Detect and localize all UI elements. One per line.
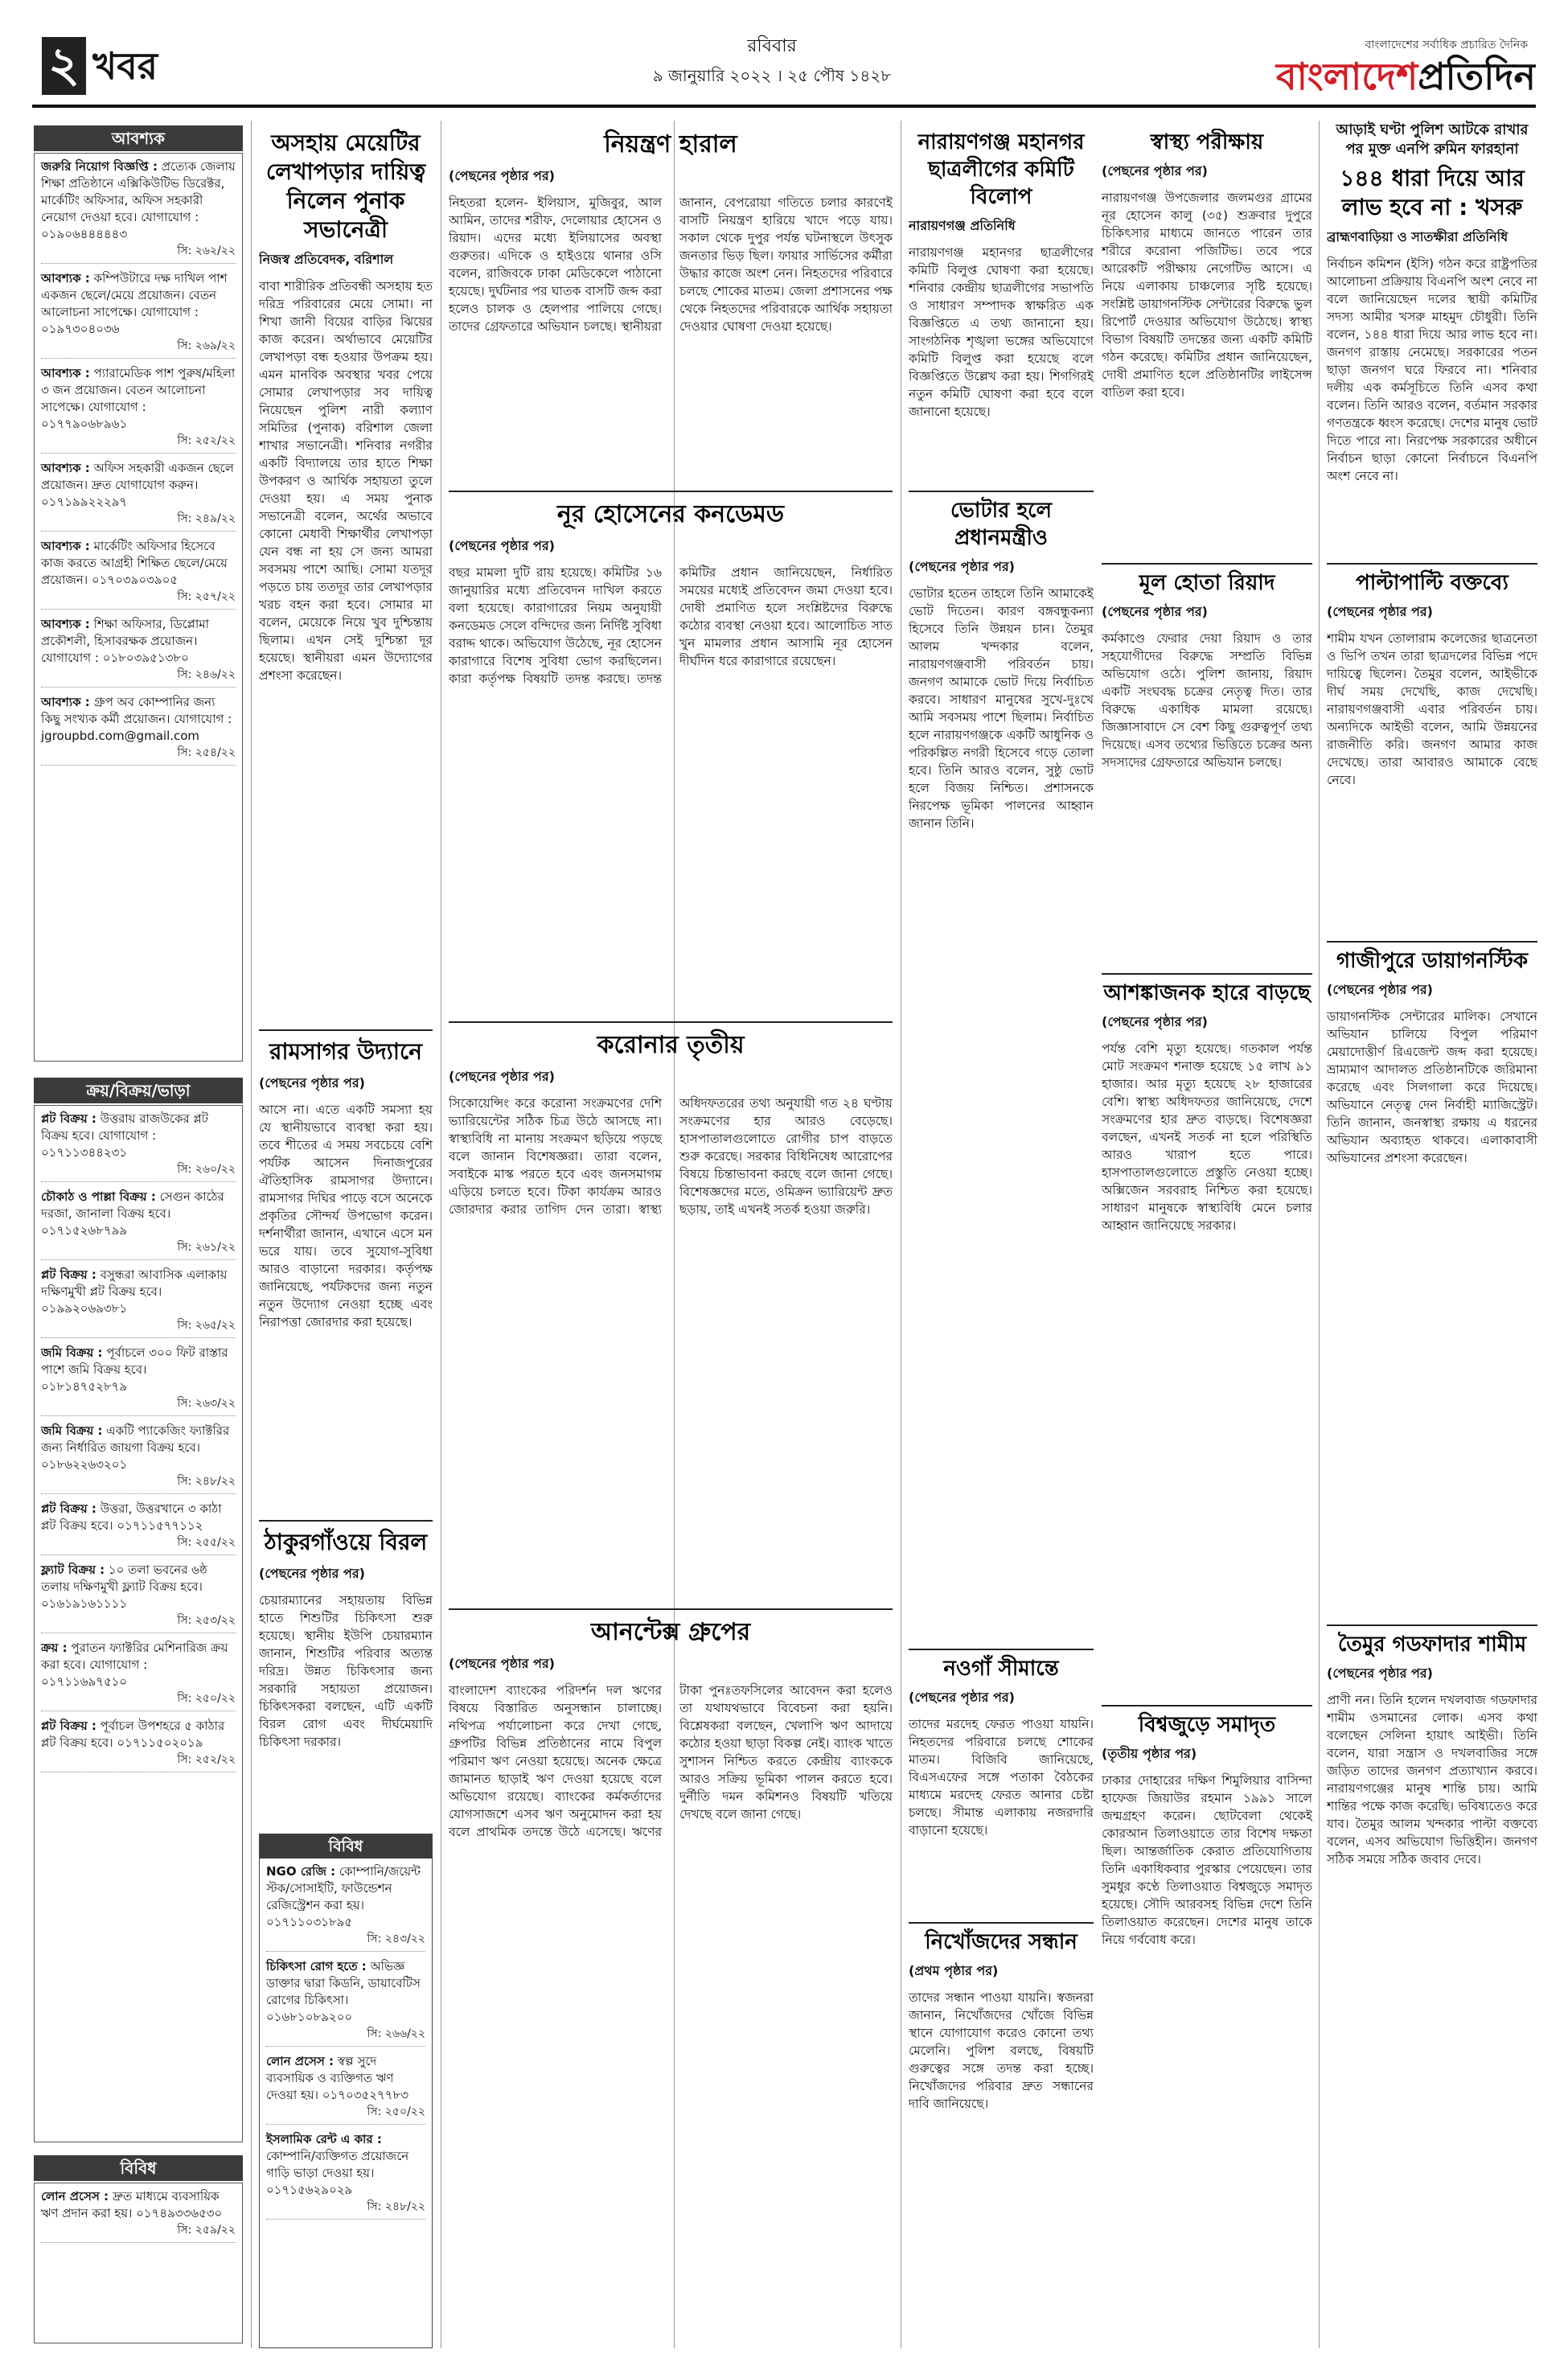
article-bishwa xyxy=(1102,1705,1312,2348)
article-headline: আশঙ্কাজনক হারে বাড়ছে xyxy=(1103,981,1311,1005)
article-byline: ব্রাহ্মণবাড়িয়া ও সাতক্ষীরা প্রতিনিধি xyxy=(1327,229,1508,244)
article-headline: ঠাকুরগাঁওয়ে বিরল xyxy=(264,1529,428,1555)
article-taimur xyxy=(1327,1624,1537,2348)
article-byline: (পেছনের পৃষ্ঠার পর) xyxy=(909,1690,1015,1705)
article-body: ভোটার হতেন তাহলে তিনি আমাকেই ভোট দিতেন। কারণ বঙ্গবন্ধুকন্যা হিসেবে তিনি উন্নয়ন চান। তৈমুর আলম খন্দকার বলেন, নারায়ণগঞ্জবাসী পরিবর্তন চায়। জনগণ আমাকে ভোট দিয়ে নির্বাচিত করবে। সাধারণ মানুষের সুখে-দুঃখে আমি সবসময় পাশে ছিলাম। নির্বাচিত হলে নারায়ণগঞ্জকে একটি আধুনিক ও পরিকল্পিত নগরী হিসেবে গড়ে তোলা হবে। তিনি আরও বলেন, সুষ্ঠু ভোট হলে বিজয় নিশ্চিত। প্রশাসনকে নিরপেক্ষ ভূমিকা পালনের আহ্বান জানান তিনি। xyxy=(909,586,1094,831)
article-body: শামীম যখন তোলারাম কলেজের ছাত্রনেতা ও ভিপি তখন তারা ছাত্রদলের বিভিন্ন পদে দায়িত্বে ছিলেন। তৈমুর বলেন, আইভীকে দীর্ঘ সময় দেখেছি, কাজ দেখেছি। নারায়ণগঞ্জবাসী এবার পরিবর্তন চায়। অন্যদিকে আইভী বলেন, আমি উন্নয়নের রাজনীতি করি। জনগণ আমার কাজ দেখেছে। তারা আবারও আমাকে বেছে নেবে। xyxy=(1327,631,1537,787)
header-day: রবিবার xyxy=(747,36,797,56)
article-byline: (পেছনের পৃষ্ঠার পর) xyxy=(259,1566,365,1581)
article-body: পর্যন্ত বেশি মৃত্যু হয়েছে। গতকাল পর্যন্ত মোট সংক্রমণ শনাক্ত হয়েছে ১৫ লাখ ৯১ হাজার। আর মৃত্যু হয়েছে ২৮ হাজারের বেশি। স্বাস্থ্য অধিদফতর জানিয়েছে, দেশে সংক্রমণের হার দ্রুত বাড়ছে। বিশেষজ্ঞরা বলছেন, এখনই সতর্ক না হলে পরিস্থিতি আরও খারাপ হতে পারে। হাসপাতালগুলোতে প্রস্তুতি নেওয়া হচ্ছে। অক্সিজেন সরবরাহ নিশ্চিত করা হয়েছে। সাধারণ মানুষকে স্বাস্থ্যবিধি মেনে চলার আহ্বান জানিয়েছে সরকার। xyxy=(1102,1041,1312,1233)
article-headline: রামসাগর উদ্যানে xyxy=(269,1038,422,1065)
classified-list xyxy=(34,2183,243,2343)
column-divider xyxy=(251,121,252,2348)
classified-ad: জরুরি নিয়োগ বিজ্ঞপ্তি : প্রত্যেক জেলায় শিক্ষা প্রতিষ্ঠানে এক্সিকিউটিভ ডিরেক্টর, মার্কেটিং অফিসার, অফিস সহকারী নেয়োগ দেওয়া হবে। যোগাযোগ : ০১৯০৬৪৪৪৪৪৩ সি: ২৬২/২২ xyxy=(41,158,236,264)
classified-ad: ইসলামিক রেন্ট এ কার : কোম্পানি/ব্যক্তিগত প্রয়োজনে গাড়ি ভাড়া দেওয়া হয়। ০১৭১৫৬২৯০২৯ সি: ২৪৮/২২ xyxy=(266,2131,425,2220)
article-headline: মূল হোতা রিয়াদ xyxy=(1139,571,1275,595)
article-kicker: আড়াই ঘণ্টা পুলিশ আটকে রাখার পর মুক্ত এনপি রুমিন ফারহানা xyxy=(1336,121,1529,158)
article-byline: (পেছনের পৃষ্ঠার পর) xyxy=(1327,982,1433,997)
article-headline: অসহায় মেয়েটির লেখাপড়ার দায়িত্ব নিলেন পুনাক সভানেত্রী xyxy=(265,129,426,243)
article-noor xyxy=(449,491,893,852)
article-uno xyxy=(259,129,433,1013)
classified-ad: প্লট বিক্রয় : পূর্বাচল উপশহরে ৫ কাঠার প্লট বিক্রয় হবে। ০১৭১১৫০২০১৯ সি: ২৫২/২২ xyxy=(41,1718,236,1772)
misc-box-title: বিবিধ xyxy=(260,1834,432,1859)
article-body: সিকোয়েন্সিং করে করোনা সংক্রমণের দেশি ভ্যারিয়েন্টের সঠিক চিত্র উঠে আসছে না। স্বাস্থ্যবিধি না মানায় সংক্রমণ ছড়িয়ে পড়ছে বলে জানান বিশেষজ্ঞরা। তারা বলেন, সবাইকে মাস্ক পরতে হবে এবং জনসমাগম এড়িয়ে চলতে হবে। টিকা কার্যক্রম আরও জোরদার করার তাগিদ দেন তারা। স্বাস্থ্য অধিদফতরের তথ্য অনুযায়ী গত ২৪ ঘণ্টায় সংক্রমণের হার আরও বেড়েছে। হাসপাতালগুলোতে রোগীর চাপ বাড়তে শুরু করেছে। সরকার বিধিনিষেধ আরোপের বিষয়ে চিন্তাভাবনা করছে বলে জানা গেছে। বিশেষজ্ঞদের মতে, ওমিক্রন ভ্যারিয়েন্ট দ্রুত ছড়ায়, তাই এখনই সতর্ক হওয়া জরুরি। xyxy=(449,1096,893,1217)
classified-ad: ফ্ল্যাট বিক্রয় : ১০ তলা ভবনের ৬ষ্ঠ তলায় দক্ষিণমুখী ফ্ল্যাট বিক্রয় হবে। ০১৬১৯১৬১১১১ সি: ২৫৩/২২ xyxy=(41,1562,236,1633)
article-headline: নূর হোসেনের কনডেমড xyxy=(556,500,785,528)
misc-classifieds-box xyxy=(259,1834,433,2348)
classified-ad: ক্রয় : পুরাতন ফ্যাক্টরির মেশিনারিজ ক্রয় করা হবে। যোগাযোগ : ০১৭১১৬৯৭৫১০ সি: ২৫০/২২ xyxy=(41,1640,236,1711)
article-byline: (তৃতীয় পৃষ্ঠার পর) xyxy=(1102,1746,1197,1761)
classified-ad: আবশ্যক : প্যারামেডিক পাশ পুরুষ/মহিলা ৩ জন প্রয়োজন। বেতন আলোচনা সাপেক্ষে। যোগাযোগ : ০১৭৭৯০৬৮৯৬১ সি: ২৫২/২২ xyxy=(41,365,236,454)
article-byline: (পেছনের পৃষ্ঠার পর) xyxy=(259,1075,365,1090)
article-body: তাদের সন্ধান পাওয়া যায়নি। স্বজনরা জানান, নিখোঁজদের খোঁজে বিভিন্ন স্থানে যোগাযোগ করেও কোনো তথ্য মেলেনি। পুলিশ বলছে, বিষয়টি গুরুত্বের সঙ্গে তদন্ত করা হচ্ছে। নিখোঁজদের পরিবার দ্রুত সন্ধানের দাবি জানিয়েছে। xyxy=(909,1990,1094,2111)
classified-ad: প্লট বিক্রয় : উত্তরা, উত্তরখানে ৩ কাঠা প্লট বিক্রয় হবে। ০১৭১১৫৭৭১১২ সি: ২৫৫/২২ xyxy=(41,1501,236,1555)
logo-tagline: বাংলাদেশের সর্বাধিক প্রচারিত দৈনিক xyxy=(1365,39,1528,51)
newspaper-logo xyxy=(1158,51,1536,101)
article-ramsagar xyxy=(259,1029,433,1512)
classified-ad: আবশ্যক : শিক্ষা অফিসার, ডিপ্লোমা প্রকৌশলী, হিসাবরক্ষক প্রয়োজন। যোগাযোগ : ০১৮০৩৯৫১৩৮০ সি: ২৪৬/২২ xyxy=(41,616,236,688)
article-headline: ভোটার হলে প্রধানমন্ত্রীও xyxy=(950,499,1052,550)
classified-section-title: বিবিধ xyxy=(34,2155,243,2181)
article-body: নারায়ণগঞ্জ উপজেলার জলমগুর গ্রামের নূর হোসেন কালু (৩৫) শুক্রবার দুপুরে চিকিৎসার মাধ্যমে জানতে পারেন তার শরীরে করোনা পজিটিভ। তবে পরে আরেকটি পরীক্ষায় নেগেটিভ আসে। এ নিয়ে এলাকায় চাঞ্চল্যের সৃষ্টি হয়েছে। সংশ্লিষ্ট ডায়াগনস্টিক সেন্টারের বিরুদ্ধে ভুল রিপোর্ট দেওয়ার অভিযোগ উঠেছে। স্বাস্থ্য বিভাগ বিষয়টি তদন্তের জন্য একটি কমিটি গঠন করেছে। কমিটির প্রধান জানিয়েছেন, দোষী প্রমাণিত হলে প্রতিষ্ঠানটির লাইসেন্স বাতিল করা হবে। xyxy=(1102,191,1312,400)
classified-ad: আবশ্যক : মার্কেটিং অফিসার হিসেবে কাজ করতে আগ্রহী শিক্ষিত ছেলে/মেয়ে প্রয়োজন। ০১৭০৩৯০৩৯০৫ সি: ২৫৭/২২ xyxy=(41,538,236,610)
classified-section-title: আবশ্যক xyxy=(34,125,243,151)
header-rule xyxy=(32,105,1536,108)
article-gazipur xyxy=(1327,941,1537,1616)
article-anontex xyxy=(449,1608,893,2348)
article-thakurgaon xyxy=(259,1520,433,1826)
article-voting xyxy=(909,491,1094,1649)
classified-ad: লোন প্রসেস : দ্রুত মাধ্যমে ব্যবসায়িক ঋণ প্রদান করা হয়। ০১৭৪৯৩৩৬৫৩০ সি: ২৫৯/২২ xyxy=(41,2188,236,2243)
article-byline: (পেছনের পৃষ্ঠার পর) xyxy=(909,559,1015,574)
article-headline: গাজীপুরে ডায়াগনস্টিক xyxy=(1336,949,1529,973)
article-byline: (পেছনের পৃষ্ঠার পর) xyxy=(1102,604,1208,619)
section-title: খবর xyxy=(92,44,158,88)
article-body: বাবা শারীরিক প্রতিবন্ধী অসহায় হত দরিদ্র পরিবারের মেয়ে সোমা। না শিখা জানী বিয়ের বাড়ির ঝিয়ের কাজ করেন। অর্থাভাবে মেয়েটির লেখাপড়া বন্ধ হওয়ার উপক্রম হয়। এমন মানবিক অবস্থার খবর পেয়ে সোমার লেখাপড়ার সব দায়িত্ব নিয়েছেন পুলিশ নারী কল্যাণ সমিতির (পুনাক) বরিশাল জেলা শাখার সভানেত্রী। শনিবার নগরীর একটি বিদ্যালয়ে তার হাতে শিক্ষা উপকরণ ও আর্থিক সহায়তা তুলে দেওয়া হয়। এ সময় পুনাক সভানেত্রী বলেন, অর্থের অভাবে কোনো মেধাবী শিক্ষার্থীর লেখাপড়া যেন বন্ধ না হয় সে জন্য আমরা সবসময় পাশে আছি। সোমা যতদূর পড়তে চায় ততদূর তার লেখাপড়ার খরচ বহন করা হবে। সোমার মা বলেন, মেয়েকে নিয়ে খুব দুশ্চিন্তায় ছিলাম। এখন সেই দুশ্চিন্তা দূর হয়েছে। স্থানীয়রা এমন উদ্যোগের প্রশংসা করেছেন। xyxy=(259,279,433,683)
article-byline: (প্রথম পৃষ্ঠার পর) xyxy=(909,1963,999,1978)
classified-ad: আবশ্যক : গ্রুপ অব কোম্পানির জন্য কিছু সংখ্যক কর্মী প্রয়োজন। যোগাযোগ : jgroupbd.com@gmail.com সি: ২৫৪/২২ xyxy=(41,694,236,766)
classified-ad: লোন প্রসেস : স্বল্প সুদে ব্যবসায়িক ও ব্যক্তিগত ঋণ দেওয়া হয়। ০১৭০৩৫২৭৭৮৩ সি: ২৫০/২২ xyxy=(266,2053,425,2125)
article-naogaon xyxy=(909,1649,1094,1914)
logo-second-word: প্রতিদিন xyxy=(1418,55,1536,98)
article-byline: (পেছনের পৃষ্ঠার পর) xyxy=(1102,163,1208,179)
classified-list xyxy=(34,153,243,1062)
article-headline: করোনার তৃতীয় xyxy=(597,1031,745,1059)
article-niyantran xyxy=(449,129,893,483)
classified-ad: NGO রেজি : কোম্পানি/জয়েন্ট স্টক/সোসাইটি, ফাউন্ডেশন রেজিস্ট্রেশন করা হয়। ০১৭১১০৩১৮৯৫ সি: ২৪৩/২২ xyxy=(266,1863,425,1952)
classified-ad: আবশ্যক : কম্পিউটারে দক্ষ দাখিল পাশ একজন ছেলে/মেয়ে প্রয়োজন। বেতন আলোচনা সাপেক্ষে। যোগাযোগ : ০১৯৭৩০৪০৩৬ সি: ২৬৯/২২ xyxy=(41,270,236,359)
article-headline: পাল্টাপাল্টি বক্তব্যে xyxy=(1356,571,1508,595)
header-date: ৯ জানুয়ারি ২০২২ । ২৫ পৌষ ১৪২৮ xyxy=(652,66,892,85)
classified-section-title: ক্রয়/বিক্রয়/ভাড়া xyxy=(34,1078,243,1103)
article-body: ঢাকার দোহারের দক্ষিণ শিমুলিয়ার বাসিন্দা হাফেজ জিয়াউর রহমান ১৯৯১ সালে জন্মগ্রহণ করেন। ছোটবেলা থেকেই কোরআন তিলাওয়াতে তার বিশেষ দক্ষতা ছিল। আন্তর্জাতিক কেরাত প্রতিযোগিতায় তিনি একাধিকবার পুরস্কার পেয়েছেন। তার সুমধুর কণ্ঠে তিলাওয়াত বিশ্বজুড়ে সমাদৃত হয়েছে। সৌদি আরবসহ বিভিন্ন দেশে তিনি তিলাওয়াত করেছেন। দেশের মানুষ তাকে নিয়ে গর্ববোধ করে। xyxy=(1102,1773,1312,1947)
article-corona xyxy=(449,1021,893,1456)
article-narayanganj xyxy=(909,129,1094,483)
article-headline: স্বাস্থ্য পরীক্ষায় xyxy=(1150,130,1264,154)
article-byline: নারায়ণগঞ্জ প্রতিনিধি xyxy=(909,218,1016,233)
classified-ad: প্লট বিক্রয় : উত্তরায় রাজউকের প্লট বিক্রয় হবে। যোগাযোগ : ০১৭১১৩৪৪২৩১ সি: ২৬০/২২ xyxy=(41,1111,236,1182)
column-divider xyxy=(1319,121,1320,2348)
article-body: প্রাণী নন। তিনি হলেন দখলবাজ গডফাদার শামীম ওসমানের লোক। এসব কথা বলেছেন সেলিনা হায়াৎ আইভী। তিনি বলেন, যারা সন্ত্রাস ও দখলবাজির সঙ্গে জড়িত তাদের জনগণ প্রত্যাখ্যান করবে। নারায়ণগঞ্জের মানুষ শান্তি চায়। আমি শান্তির পক্ষে কাজ করেছি। ভবিষ্যতেও করে যাব। তৈমুর আলম খন্দকার পাল্টা বক্তব্যে বলেন, এসব অভিযোগ ভিত্তিহীন। জনগণ সঠিক সময়ে সঠিক জবাব দেবে। xyxy=(1327,1693,1537,1867)
article-body: বছর মামলা দুটি রায় হয়েছে। কমিটির ১৬ জানুয়ারির মধ্যে প্রতিবেদন দাখিল করতে বলা হয়েছে। কারাগারের নিয়ম অনুযায়ী কনডেমড সেলে বন্দিদের জন্য নির্দিষ্ট সুবিধা বরাদ্দ থাকে। অভিযোগ উঠেছে, নূর হোসেন কারাগারে বিশেষ সুবিধা ভোগ করছিলেন। কারা কর্তৃপক্ষ বিষয়টি তদন্ত করছে। তদন্ত কমিটির প্রধান জানিয়েছেন, নির্ধারিত সময়ের মধ্যেই প্রতিবেদন জমা দেওয়া হবে। দোষী প্রমাণিত হলে সংশ্লিষ্টদের বিরুদ্ধে কঠোর ব্যবস্থা নেওয়া হবে। আলোচিত সাত খুন মামলার প্রধান আসামি নূর হোসেন দীর্ঘদিন ধরে কারাগারে রয়েছেন। xyxy=(449,565,893,686)
classified-ad: চিকিৎসা রোগ হতে : অভিজ্ঞ ডাক্তার দ্বারা কিডনি, ডায়াবেটিস রোগের চিকিৎসা। ০১৬৮১০৮৯২০০ সি: ২৬৬/২২ xyxy=(266,1958,425,2047)
article-byline: (পেছনের পৃষ্ঠার পর) xyxy=(449,1069,555,1084)
classified-ad: জমি বিক্রয় : পূর্বাচলে ৩০০ ফিট রাস্তার পাশে জমি বিক্রয় হবে। ০১৮১৪৭৫২৮৭৯ সি: ২৬৩/২২ xyxy=(41,1345,236,1416)
article-palta xyxy=(1327,563,1537,933)
page-number: ২ xyxy=(42,37,86,95)
article-body: কর্মকাণ্ডে ফেরার দেয়া রিয়াদ ও তার সহযোগীদের বিরুদ্ধে সম্প্রতি বিভিন্ন অভিযোগ ওঠে। পুলিশ জানায়, রিয়াদ একটি সংঘবদ্ধ চক্রের নেতৃত্ব দিত। তার বিরুদ্ধে একাধিক মামলা রয়েছে। জিজ্ঞাসাবাদে সে বেশ কিছু গুরুত্বপূর্ণ তথ্য দিয়েছে। এসব তথ্যের ভিত্তিতে চক্রের অন্য সদস্যদের গ্রেফতারে অভিযান চলছে। xyxy=(1102,631,1312,770)
article-body: বাংলাদেশ ব্যাংকের পরিদর্শন দল ঋণের বিষয়ে বিস্তারিত অনুসন্ধান চালাচ্ছে। নথিপত্র পর্যালোচনা করে দেখা গেছে, গ্রুপটির বিভিন্ন প্রতিষ্ঠানের নামে বিপুল পরিমাণ ঋণ নেওয়া হয়েছে। অনেক ক্ষেত্রে জামানত ছাড়াই ঋণ দেওয়া হয়েছে বলে অভিযোগ রয়েছে। ব্যাংকের কর্মকর্তাদের যোগসাজশে এসব ঋণ অনুমোদন করা হয় বলে প্রাথমিক তদন্তে উঠে এসেছে। ঋণের টাকা পুনঃতফসিলের আবেদন করা হলেও তা যথাযথভাবে বিবেচনা করা হয়নি। বিশ্লেষকরা বলছেন, খেলাপি ঋণ আদায়ে কঠোর হওয়া ছাড়া বিকল্প নেই। ব্যাংক খাতে সুশাসন নিশ্চিত করতে কেন্দ্রীয় ব্যাংককে আরও সক্রিয় ভূমিকা পালন করতে হবে। দুর্নীতি দমন কমিশনও বিষয়টি খতিয়ে দেখছে বলে জানা গেছে। xyxy=(449,1683,893,1839)
classified-ad: জমি বিক্রয় : একটি প্যাকেজিং ফ্যাক্টরির জন্য নির্ধারিত জায়গা বিক্রয় হবে। ০১৮৬২২৬৩২০১ সি: ২৪৮/২২ xyxy=(41,1423,236,1494)
article-ashonka xyxy=(1102,973,1312,1697)
logo-first-word: বাংলাদেশ xyxy=(1275,55,1418,98)
article-headline: বিশ্বজুড়ে সমাদৃত xyxy=(1138,1713,1276,1737)
article-headline: তৈমুর গডফাদার শামীম xyxy=(1337,1633,1527,1657)
article-headline: নারায়ণগঞ্জ মহানগর ছাত্রলীগের কমিটি বিলোপ xyxy=(917,130,1085,209)
article-body: নারায়ণগঞ্জ মহানগর ছাত্রলীগের কমিটি বিলুপ্ত ঘোষণা করা হয়েছে। শনিবার কেন্দ্রীয় ছাত্রলীগের সভাপতি ও সাধারণ সম্পাদক স্বাক্ষরিত এক বিজ্ঞপ্তিতে এ তথ্য জানানো হয়। সাংগঠনিক শৃঙ্খলা ভঙ্গের অভিযোগে কমিটি বিলুপ্ত করা হয়েছে বলে বিজ্ঞপ্তিতে উল্লেখ করা হয়। শিগগিরই নতুন কমিটি ঘোষণা করা হবে বলে জানানো হয়েছে। xyxy=(909,245,1094,419)
article-byline: (পেছনের পৃষ্ঠার পর) xyxy=(1102,1014,1208,1029)
article-headline: নিয়ন্ত্রণ হারাল xyxy=(604,130,737,158)
article-nikhoj xyxy=(909,1922,1094,2348)
article-headline: আনন্টেক্স গ্রুপের xyxy=(590,1618,751,1646)
article-byline: নিজস্ব প্রতিবেদক, বরিশাল xyxy=(259,252,394,267)
article-body: ডায়াগনস্টিক সেন্টারের মালিক। সেখানে অভিযান চালিয়ে বিপুল পরিমাণ মেয়াদোত্তীর্ণ রিএজেন্ট জব্দ করা হয়েছে। ভ্রাম্যমাণ আদালত প্রতিষ্ঠানটিকে জরিমানা করেছে এবং সিলগালা করে দিয়েছে। অভিযানে নেতৃত্ব দেন নির্বাহী ম্যাজিস্ট্রেট। তিনি জানান, জনস্বাস্থ্য রক্ষায় এ ধরনের অভিযান অব্যাহত থাকবে। এলাকাবাসী অভিযানের প্রশংসা করেছেন। xyxy=(1327,1009,1537,1165)
classified-ad: চৌকাঠ ও পাল্লা বিক্রয় : সেগুন কাঠের দরজা, জানালা বিক্রয় হবে। ০১৭১৫২৬৮৭৯৯ সি: ২৬১/২২ xyxy=(41,1189,236,1260)
article-byline: (পেছনের পৃষ্ঠার পর) xyxy=(449,538,555,553)
article-dhara xyxy=(1327,121,1537,555)
article-byline: (পেছনের পৃষ্ঠার পর) xyxy=(1327,604,1433,619)
article-swastho xyxy=(1102,129,1312,547)
article-body: নিহতরা হলেন- ইলিয়াস, মুজিবুর, আল আমিন, তাদের শরীফ, দেলোয়ার হোসেন ও রিয়াদ। এদের মধ্যে ইলিয়াসের অবস্থা গুরুতর। এদিকে ও হাইওয়ে থানার ওসি বলেন, রাজিবকে ঢাকা মেডিকেলে পাঠানো হয়েছে। দুর্ঘটনার পর ঘাতক বাসটি জব্দ করা হলেও চালক ও হেলপার পালিয়ে গেছে। তাদের গ্রেফতারে অভিযান চলছে। স্থানীয়রা জানান, বেপরোয়া গতিতে চলার কারণেই বাসটি নিয়ন্ত্রণ হারিয়ে খাদে পড়ে যায়। সকাল থেকে দুপুর পর্যন্ত ঘটনাস্থলে উৎসুক জনতার ভিড় ছিল। ফায়ার সার্ভিসের কর্মীরা উদ্ধার কাজে অংশ নেন। নিহতদের পরিবারে চলছে শোকের মাতম। জেলা প্রশাসনের পক্ষ থেকে নিহতদের পরিবারকে আর্থিক সহায়তা দেওয়ার ঘোষণা দেওয়া হয়েছে। xyxy=(449,195,893,334)
classified-list xyxy=(34,1105,243,2142)
article-byline: (পেছনের পৃষ্ঠার পর) xyxy=(449,168,555,183)
article-body: চেয়ারম্যানের সহায়তায় বিভিন্ন হাতে শিশুটির চিকিৎসা শুরু হয়েছে। স্থানীয় ইউপি চেয়ারম্যান জানান, শিশুটির পরিবার অত্যন্ত দরিদ্র। উন্নত চিকিৎসার জন্য সরকারি সহায়তা প্রয়োজন। চিকিৎসকরা বলছেন, এটি একটি বিরল রোগ এবং দীর্ঘমেয়াদি চিকিৎসা দরকার। xyxy=(259,1593,433,1749)
article-body: নির্বাচন কমিশন (ইসি) গঠন করে রাষ্ট্রপতির আলোচনা প্রক্রিয়ায় বিএনপি অংশ নেবে না বলে জানিয়েছেন দলের স্থায়ী কমিটির সদস্য আমীর খসরু মাহমুদ চৌধুরী। তিনি বলেন, ১৪৪ ধারা দিয়ে আর লাভ হবে না। জনগণ রাস্তায় নেমেছে। সরকারের পতন ছাড়া জনগণ ঘরে ফিরবে না। শনিবার দলীয় এক কর্মসূচিতে তিনি এসব কথা বলেন। তিনি আরও বলেন, বর্তমান সরকার গণতন্ত্রকে ধ্বংস করেছে। দেশের মানুষ ভোট দিতে পারে না। নিরপেক্ষ সরকারের অধীনে নির্বাচন ছাড়া কোনো নির্বাচনে বিএনপি অংশ নেবে না। xyxy=(1327,257,1537,483)
article-headline: ১৪৪ ধারা দিয়ে আর লাভ হবে না : খসরু xyxy=(1340,165,1525,220)
article-headline: নিখোঁজদের সন্ধান xyxy=(925,1930,1077,1954)
classified-ad: আবশ্যক : অফিস সহকারী একজন ছেলে প্রয়োজন। দ্রুত যোগাযোগ করুন। ০১৭১৯৯২২২৯৭ সি: ২৪৯/২২ xyxy=(41,460,236,532)
article-body: আসে না। এতে একটি সমস্যা হয় যে স্থানীয়ভাবে ব্যবস্থা করা হয়। তবে শীতের এ সময় সবচেয়ে বেশি পর্যটক আসেন দিনাজপুরের ঐতিহাসিক রামসাগর উদ্যানে। রামসাগর দিঘির পাড়ে বসে অনেকে প্রকৃতির সৌন্দর্য উপভোগ করেন। দর্শনার্থীরা জানান, এখানে এসে মন ভরে যায়। তবে সুযোগ-সুবিধা আরও বাড়ানো দরকার। কর্তৃপক্ষ জানিয়েছে, পর্যটকদের জন্য নতুন নতুন উদ্যোগ নেওয়া হচ্ছে এবং নিরাপত্তা জোরদার করা হয়েছে। xyxy=(259,1103,433,1329)
article-headline: নওগাঁ সীমান্তে xyxy=(943,1657,1059,1681)
article-body: তাদের মরদেহ ফেরত পাওয়া যায়নি। নিহতদের পরিবারে চলছে শোকের মাতম। বিজিবি জানিয়েছে, বিএসএফের সঙ্গে পতাকা বৈঠকের মাধ্যমে মরদেহ ফেরত আনার চেষ্টা চলছে। সীমান্ত এলাকায় নজরদারি বাড়ানো হয়েছে। xyxy=(909,1717,1094,1838)
article-byline: (পেছনের পৃষ্ঠার পর) xyxy=(1327,1665,1433,1681)
article-mul xyxy=(1102,563,1312,965)
classified-ad: প্লট বিক্রয় : বসুন্ধরা আবাসিক এলাকায় দক্ষিণমুখী প্লট বিক্রয় হবে। ০১৯৯২০৬৯৩৮১ সি: ২৬৫/২২ xyxy=(41,1267,236,1338)
article-byline: (পেছনের পৃষ্ঠার পর) xyxy=(449,1656,555,1671)
